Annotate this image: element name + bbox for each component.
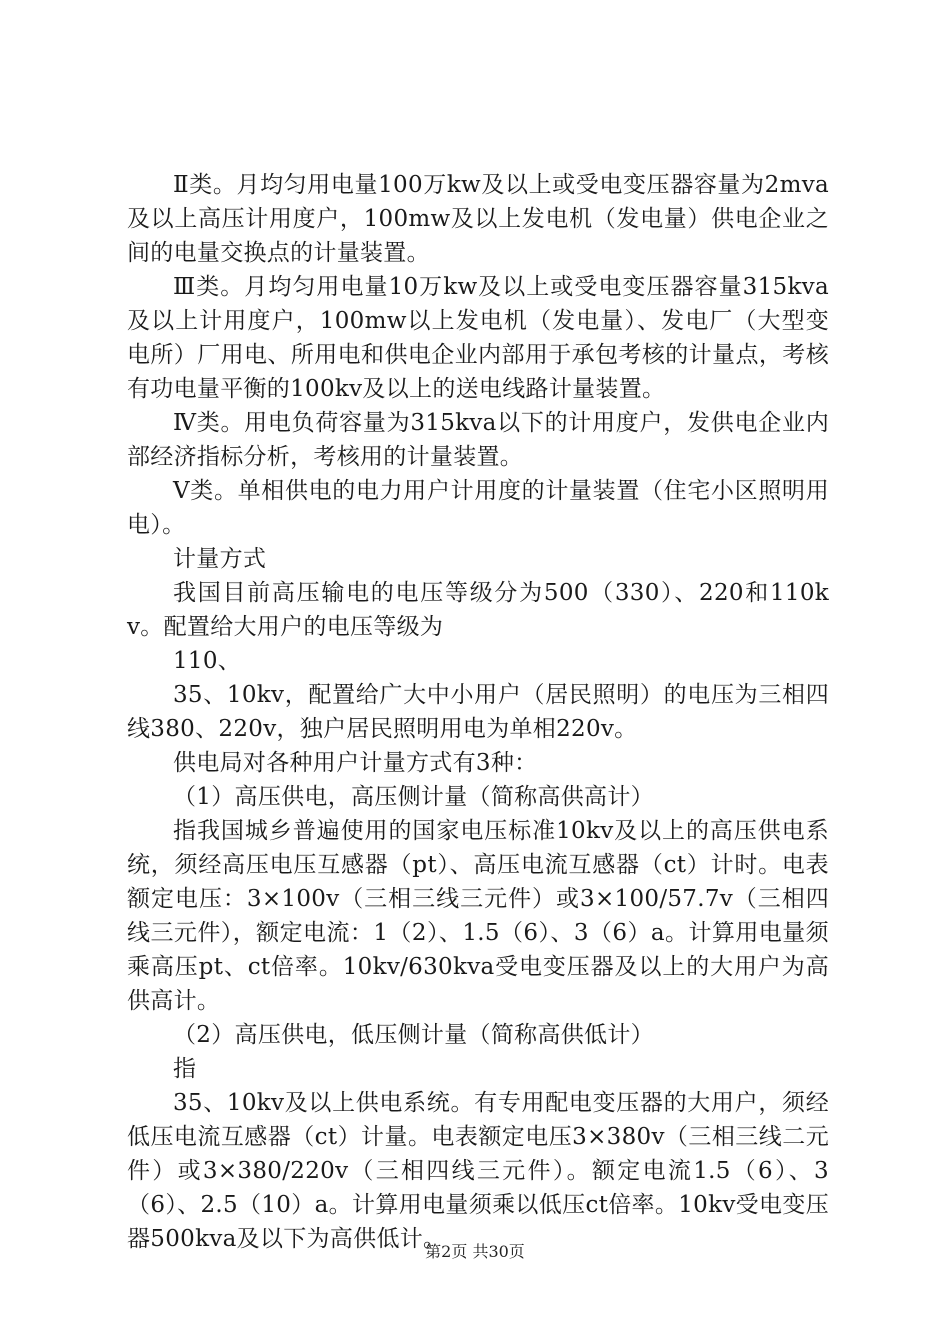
subheading-method-1: （1）高压供电，高压侧计量（简称高供高计） [173, 784, 654, 810]
paragraph-method-1-detail: 指我国城乡普遍使用的国家电压标准10kv及以上的高压供电系统，须经高压电压互感器（pt）、高压电流互感器（ct）计时。电表额定电压：3×100v（三相三线三元件）或3×100/57.7v（三相四线三元件），额定电流：1（2）、1.5（6）、3（6）a。计算用电量须乘高压pt、ct倍率。10kv/630kva受电变压器及以上的大用户为高供高计。 [127, 818, 829, 1014]
paragraph-zhi: 指 [173, 1056, 197, 1082]
paragraph-method-2-detail: 35、10kv及以上供电系统。有专用配电变压器的大用户，须经低压电流互感器（ct）计量。电表额定电压3×380v（三相三线二元件）或3×380/220v（三相四线三元件）。额定电流1.5（6）、3（6）、2.5（10）a。计算用电量须乘以低压ct倍率。10kv受电变压器500kva及以下为高供低计。 [127, 1090, 829, 1252]
paragraph-class-4: Ⅳ类。用电负荷容量为315kva以下的计用度户，发供电企业内部经济指标分析，考核用的计量装置。 [127, 410, 829, 470]
paragraph-three-methods: 供电局对各种用户计量方式有3种： [173, 750, 538, 776]
section-heading-metering-method: 计量方式 [173, 546, 267, 572]
page-footer: 第2页 共30页 [425, 1242, 525, 1261]
paragraph-class-2: Ⅱ类。月均匀用电量100万kw及以上或受电变压器容量为2mva及以上高压计用度户，100mw及以上发电机（发电量）供电企业之间的电量交换点的计量装置。 [127, 172, 829, 266]
paragraph-class-3: Ⅲ类。月均匀用电量10万kw及以上或受电变压器容量315kva及以上计用度户，100mw以上发电机（发电量）、发电厂（大型变电所）厂用电、所用电和供电企业内部用于承包考核的计量点，考核有功电量平衡的100kv及以上的送电线路计量装置。 [127, 274, 829, 402]
paragraph-voltage-levels: 我国目前高压输电的电压等级分为500（330）、220和110kv。配置给大用户的电压等级为 [127, 580, 829, 640]
subheading-method-2: （2）高压供电，低压侧计量（简称高供低计） [173, 1022, 654, 1048]
document-body [127, 168, 829, 1256]
paragraph-110: 110、 [173, 648, 242, 674]
paragraph-class-5: Ⅴ类。单相供电的电力用户计用度的计量装置（住宅小区照明用电）。 [127, 478, 829, 538]
paragraph-35-10kv: 35、10kv，配置给广大中小用户（居民照明）的电压为三相四线380、220v，独户居民照明用电为单相220v。 [127, 682, 829, 742]
